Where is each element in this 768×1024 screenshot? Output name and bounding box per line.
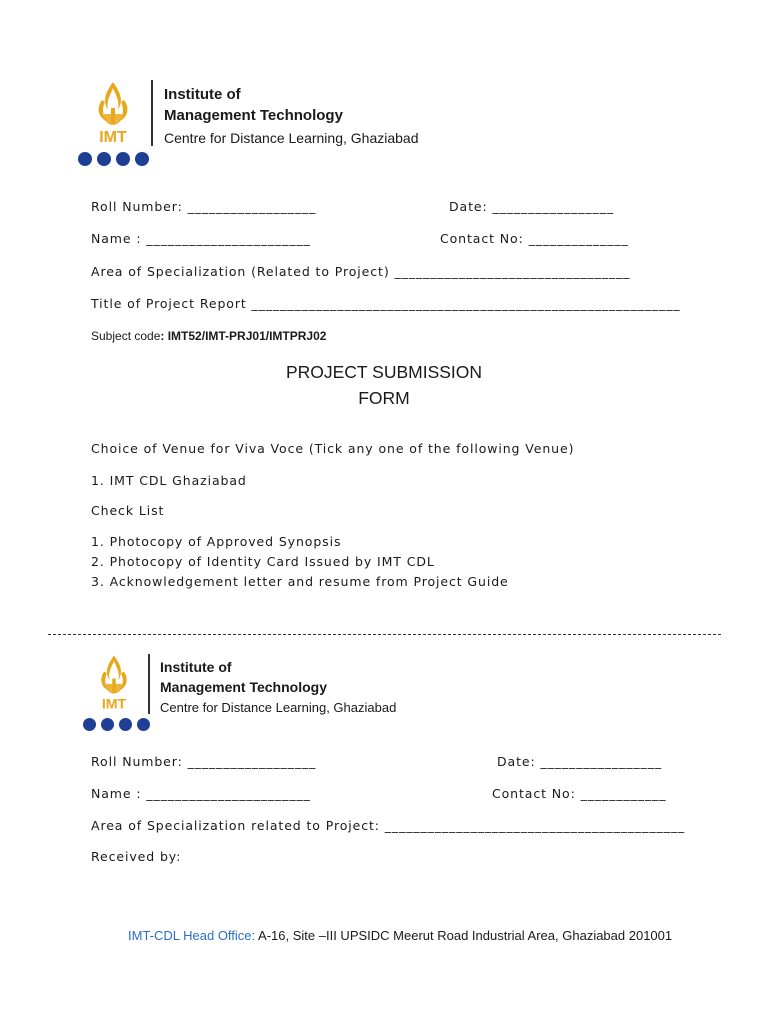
- form-heading-line1: PROJECT SUBMISSION: [285, 362, 483, 382]
- checklist-label: Check List: [91, 503, 165, 518]
- logo-divider: [151, 80, 153, 146]
- logo-dot: [116, 152, 130, 166]
- specialization-field: Area of Specialization (Related to Project) _________________________________: [91, 264, 631, 279]
- imt-torch-icon: [83, 652, 145, 714]
- date-field: Date: _________________: [497, 754, 663, 769]
- emblem-text: IMT: [101, 696, 127, 713]
- imt-torch-icon: [78, 78, 148, 148]
- head-office-text: A-16, Site –III UPSIDC Meerut Road Industrial Area, Ghaziabad 201001: [255, 928, 673, 943]
- logo-dots: [78, 152, 149, 166]
- subject-code-label: Subject code: [91, 329, 161, 343]
- form-heading-line2: FORM: [358, 388, 410, 408]
- logo-line1: Institute of: [164, 86, 241, 103]
- logo-dot: [78, 152, 92, 166]
- logo-divider: [148, 654, 150, 714]
- contact-field: Contact No: ______________: [440, 231, 629, 246]
- logo-dots: [83, 718, 150, 731]
- head-office-label: IMT-CDL Head Office:: [128, 928, 256, 943]
- logo-line1: Institute of: [160, 659, 232, 675]
- logo-dot: [97, 152, 111, 166]
- imt-logo-top: [78, 78, 418, 170]
- imt-logo-bottom: [83, 652, 397, 736]
- logo-line2: Management Technology: [164, 107, 343, 124]
- emblem-text: IMT: [99, 129, 127, 146]
- head-office-address: [128, 928, 672, 943]
- cut-line: [48, 634, 721, 635]
- subject-code: [91, 329, 326, 343]
- specialization-field: Area of Specialization related to Project: __________________________________________: [91, 818, 686, 833]
- logo-dot: [83, 718, 96, 731]
- project-title-field: Title of Project Report ____________________________________________________________: [91, 296, 681, 311]
- contact-field: Contact No: ____________: [492, 786, 667, 801]
- roll-number-field: Roll Number: __________________: [91, 754, 317, 769]
- roll-number-field: Roll Number: __________________: [91, 199, 317, 214]
- logo-dot: [119, 718, 132, 731]
- checklist-item: 2. Photocopy of Identity Card Issued by IMT CDL: [91, 554, 435, 569]
- logo-dot: [101, 718, 114, 731]
- received-by-label: Received by:: [91, 849, 182, 864]
- date-field: Date: _________________: [449, 199, 615, 214]
- venue-item: 1. IMT CDL Ghaziabad: [91, 473, 247, 488]
- name-field: Name : _______________________: [91, 786, 311, 801]
- name-field: Name : _______________________: [91, 231, 311, 246]
- logo-line2: Management Technology: [160, 679, 327, 695]
- subject-code-value: : IMT52/IMT-PRJ01/IMTPRJ02: [160, 329, 327, 343]
- logo-dot: [135, 152, 149, 166]
- logo-line3: Centre for Distance Learning, Ghaziabad: [160, 700, 397, 715]
- logo-line3: Centre for Distance Learning, Ghaziabad: [164, 130, 419, 146]
- checklist-item: 3. Acknowledgement letter and resume from Project Guide: [91, 574, 509, 589]
- venue-instruction: Choice of Venue for Viva Voce (Tick any one of the following Venue): [91, 441, 575, 456]
- logo-dot: [137, 718, 150, 731]
- checklist-item: 1. Photocopy of Approved Synopsis: [91, 534, 342, 549]
